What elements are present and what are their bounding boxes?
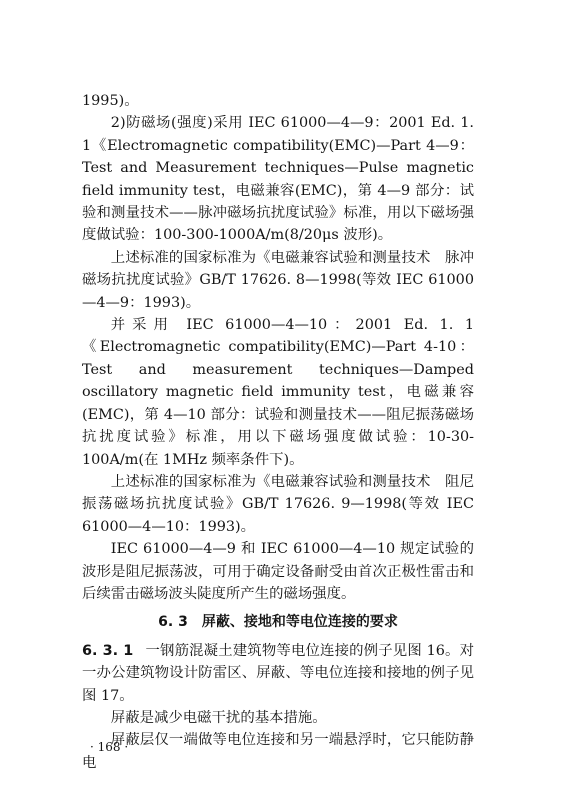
paragraph-shielding: 屏蔽是减少电磁干扰的基本措施。 — [110, 709, 327, 726]
clause-text: 一钢筋混凝土建筑物等电位连接的例子见图 16。对一办公建筑物设计防雷区、屏蔽、等电位连接和接地的例子见图 17。 — [82, 642, 474, 704]
clause-number: 6. 3. 1 — [82, 642, 134, 659]
paragraph-3: 上述标准的国家标准为《电磁兼容试验和测量技术 脉冲磁场抗扰度试验》GB/T 17626. 8—1998(等效 IEC 61000—4—9：1993)。 — [82, 249, 474, 311]
paragraph-4: 并采用 IEC 61000—4—10：2001 Ed. 1. 1《Electromagnetic compatibility(EMC)—Part 4-10：Test and measurement techniques—Damped oscillatory magnetic field immunity test，电磁兼容(EMC)，第 4—10 部分：试验和测量技术——阻尼振荡磁场抗扰度试验》标准，用以下磁场强度做试验：10-30-100A/m(在 1MHz 频率条件下)。 — [82, 317, 474, 468]
page-content — [82, 90, 474, 774]
paragraph-6: IEC 61000—4—9 和 IEC 61000—4—10 规定试验的波形是阻尼振荡波，可用于确定设备耐受由首次正极性雷击和后续雷击磁场波头陡度所产生的磁场强度。 — [82, 541, 474, 602]
clause-paragraph — [82, 640, 474, 707]
page-number: · 168 · — [90, 740, 129, 754]
section-number: 6. 3 — [158, 614, 188, 631]
paragraph-5: 上述标准的国家标准为《电磁兼容试验和测量技术 阻尼振荡磁场抗扰度试验》GB/T 17626. 9—1998(等效 IEC 61000—4—10：1993)。 — [82, 473, 474, 535]
paragraph-shield-layer: 屏蔽层仅一端做等电位连接和另一端悬浮时，它只能防静电 — [82, 732, 474, 771]
paragraph-2: 2)防磁场(强度)采用 IEC 61000—4—9：2001 Ed. 1. 1《Electromagnetic compatibility(EMC)—Part 4—9：Test and Measurement techniques—Pulse magnetic field immunity test，电磁兼容(EMC)，第 4—9 部分：试验和测量技术——脉冲磁场抗扰度试验》标准，用以下磁场强度做试验：100-300-1000A/m(8/20μs 波形)。 — [82, 115, 474, 244]
section-title: 屏蔽、接地和等电位连接的要求 — [201, 614, 398, 631]
paragraph-1: 1995)。 — [82, 93, 139, 109]
section-heading — [82, 611, 474, 633]
